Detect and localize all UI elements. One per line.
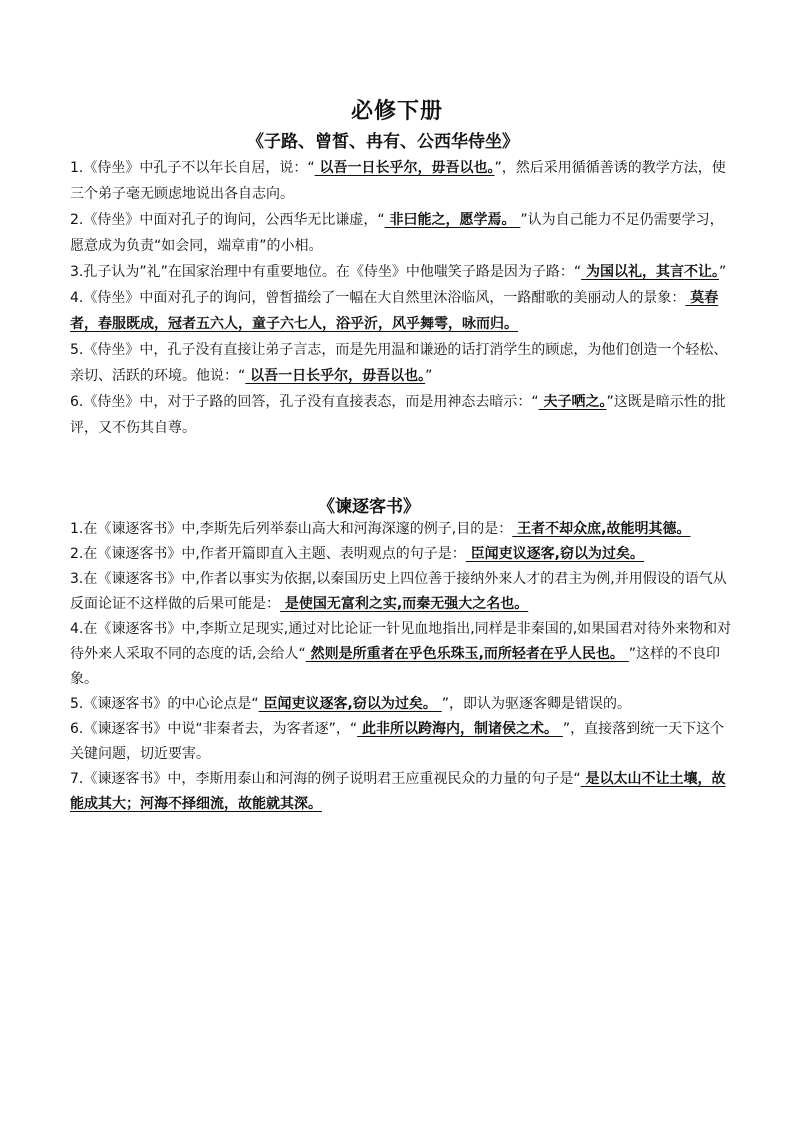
question-text: 3.孔子认为”礼”在国家治理中有重要地位。在《侍坐》中他嗤笑子路是因为子路：“	[70, 264, 582, 280]
answer-text: 然则是所重者在乎色乐珠玉,而所轻者在乎人民也。	[305, 646, 629, 662]
question-item	[70, 285, 732, 337]
answer-text: 此非所以跨海内，制诸侯之术。	[357, 721, 563, 737]
question-text: 2.《侍坐》中面对孔子的询问，公西华无比谦虚，“	[70, 212, 385, 228]
question-text-tail: ”，直接落到统一天下这个关键问题，切近要害。	[70, 721, 725, 762]
question-item	[70, 259, 732, 285]
question-item	[70, 692, 732, 717]
answer-text: 是以太山不让土壤，故能成其大；河海不择细流，故能就其深。	[70, 771, 726, 812]
answer-text: 以吾一日长乎尔，毋吾以也。	[314, 160, 495, 176]
question-text: 2.在《谏逐客书》中,作者开篇即直入主题、表明观点的句子是：	[70, 546, 466, 562]
question-text: 6.《谏逐客书》中说“非秦者去，为客者逐”，“	[70, 721, 358, 737]
section-title-shizuo: 《子路、曾皙、冉有、公西华侍坐》	[247, 132, 519, 152]
question-item	[70, 767, 732, 817]
question-item	[70, 617, 732, 692]
question-item	[70, 389, 732, 441]
question-text-tail: ”认为自己能力不足仍需要学习，愿意成为负责“如会同，端章甫”的小相。	[70, 212, 724, 254]
question-item	[70, 207, 732, 259]
question-text-tail: ”，然后采用循循善诱的教学方法，使三个弟子毫无顾虑地说出各自志向。	[70, 160, 726, 202]
question-item	[70, 337, 732, 389]
question-text: 1.在《谏逐客书》中,李斯先后列举泰山高大和河海深邃的例子,目的是：	[70, 521, 513, 537]
question-item	[70, 155, 732, 207]
answer-text: 臣闻吏议逐客,窃以为过矣。	[465, 546, 645, 562]
question-text: 1.《侍坐》中孔子不以年长自居，说：“	[70, 160, 315, 176]
answer-text: 为国以礼，其言不让。	[581, 264, 719, 280]
section-shizuo-questions	[70, 155, 732, 441]
question-text-tail: ”这样的不良印象。	[70, 646, 721, 687]
question-item	[70, 567, 732, 617]
question-text: 7.《谏逐客书》中，李斯用泰山和河海的例子说明君王应重视民众的力量的句子是“	[70, 771, 581, 787]
answer-text: 莫春者，春服既成，冠者五六人，童子六七人，浴乎沂，风乎舞雩，咏而归。	[70, 290, 719, 332]
question-item	[70, 542, 732, 567]
answer-text: 以吾一日长乎尔，毋吾以也。	[245, 368, 426, 384]
question-text-tail: ”这既是暗示性的批评，又不伤其自尊。	[70, 394, 726, 436]
answer-text: 臣闻吏议逐客,窃以为过矣。	[258, 696, 442, 712]
question-text-tail: ”	[719, 264, 727, 280]
question-text: 6.《侍坐》中，对于子路的回答，孔子没有直接表态，而是用神态去暗示：“	[70, 394, 539, 410]
question-item	[70, 517, 732, 542]
question-text: 4.在《谏逐客书》中,李斯立足现实,通过对比论证一针见血地指出,同样是非秦国的,如果国君对待外来物和对待外来人采取不同的态度的话,会给人“	[70, 621, 732, 662]
question-item	[70, 717, 732, 767]
question-text: 3.在《谏逐客书》中,作者以事实为依据,以秦国历史上四位善于接纳外来人才的君主为例,并用假设的语气从反面论证不这样做的后果可能是：	[70, 571, 727, 612]
question-text-tail: ”	[425, 368, 433, 384]
section-jianzhukeshu-questions	[70, 517, 732, 817]
section-title-jianzhukeshu: 《谏逐客书》	[318, 497, 420, 517]
question-text: 5.《谏逐客书》的中心论点是“	[70, 696, 259, 712]
answer-text: 非曰能之，愿学焉。	[384, 212, 521, 228]
answer-text: 夫子哂之。	[538, 394, 607, 410]
question-text-tail: ”，即认为驱逐客卿是错误的。	[441, 696, 631, 712]
question-text: 4.《侍坐》中面对孔子的询问，曾皙描绘了一幅在大自然里沐浴临风，一路酣歌的美丽动人的景象：	[70, 290, 686, 306]
page-title: 必修下册	[350, 98, 443, 124]
question-text: 5.《侍坐》中，孔子没有直接让弟子言志，而是先用温和谦逊的话打消学生的顾虑，为他们创造一个轻松、亲切、活跃的环境。他说：“	[70, 342, 728, 384]
answer-text: 王者不却众庶,故能明其德。	[512, 521, 691, 537]
answer-text: 是使国无富利之实,而秦无强大之名也。	[280, 596, 529, 612]
